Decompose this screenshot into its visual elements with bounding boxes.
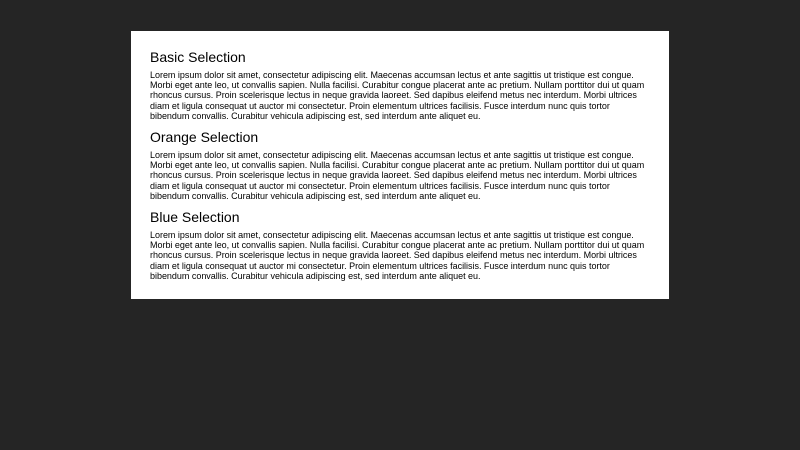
orange-selection-section xyxy=(150,129,650,201)
blue-selection-paragraph[interactable]: Lorem ipsum dolor sit amet, consectetur adipiscing elit. Maecenas accumsan lectus et ante sagittis ut tristique est congue. Morbi eget ante leo, ut convallis sapien. Nulla facilisi. Curabitur congue placerat ante ac pretium. Nullam porttitor dui ut quam rhoncus cursus. Proin scelerisque lectus in neque gravida laoreet. Sed dapibus eleifend metus nec interdum. Morbi ultrices diam et ligula consequat ut auctor mi consectetur. Proin elementum ultrices facilisis. Fusce interdum nunc quis tortor bibendum convallis. Curabitur vehicula adipiscing est, sed interdum ante aliquet eu. xyxy=(150,230,645,281)
blue-selection-section xyxy=(150,209,650,281)
orange-selection-paragraph[interactable]: Lorem ipsum dolor sit amet, consectetur adipiscing elit. Maecenas accumsan lectus et ante sagittis ut tristique est congue. Morbi eget ante leo, ut convallis sapien. Nulla facilisi. Curabitur congue placerat ante ac pretium. Nullam porttitor dui ut quam rhoncus cursus. Proin scelerisque lectus in neque gravida laoreet. Sed dapibus eleifend metus nec interdum. Morbi ultrices diam et ligula consequat ut auctor mi consectetur. Proin elementum ultrices facilisis. Fusce interdum nunc quis tortor bibendum convallis. Curabitur vehicula adipiscing est, sed interdum ante aliquet eu. xyxy=(150,150,645,201)
content-card xyxy=(131,31,669,299)
basic-selection-heading: Basic Selection xyxy=(150,49,246,65)
blue-selection-heading: Blue Selection xyxy=(150,209,240,226)
basic-selection-paragraph[interactable]: Lorem ipsum dolor sit amet, consectetur adipiscing elit. Maecenas accumsan lectus et ante sagittis ut tristique est congue. Morbi eget ante leo, ut convallis sapien. Nulla facilisi. Curabitur congue placerat ante ac pretium. Nullam porttitor dui ut quam rhoncus cursus. Proin scelerisque lectus in neque gravida laoreet. Sed dapibus eleifend metus nec interdum. Morbi ultrices diam et ligula consequat ut auctor mi consectetur. Proin elementum ultrices facilisis. Fusce interdum nunc quis tortor bibendum convallis. Curabitur vehicula adipiscing est, sed interdum ante aliquet eu. xyxy=(150,70,645,121)
basic-selection-section xyxy=(150,49,650,121)
orange-selection-heading: Orange Selection xyxy=(150,129,259,146)
